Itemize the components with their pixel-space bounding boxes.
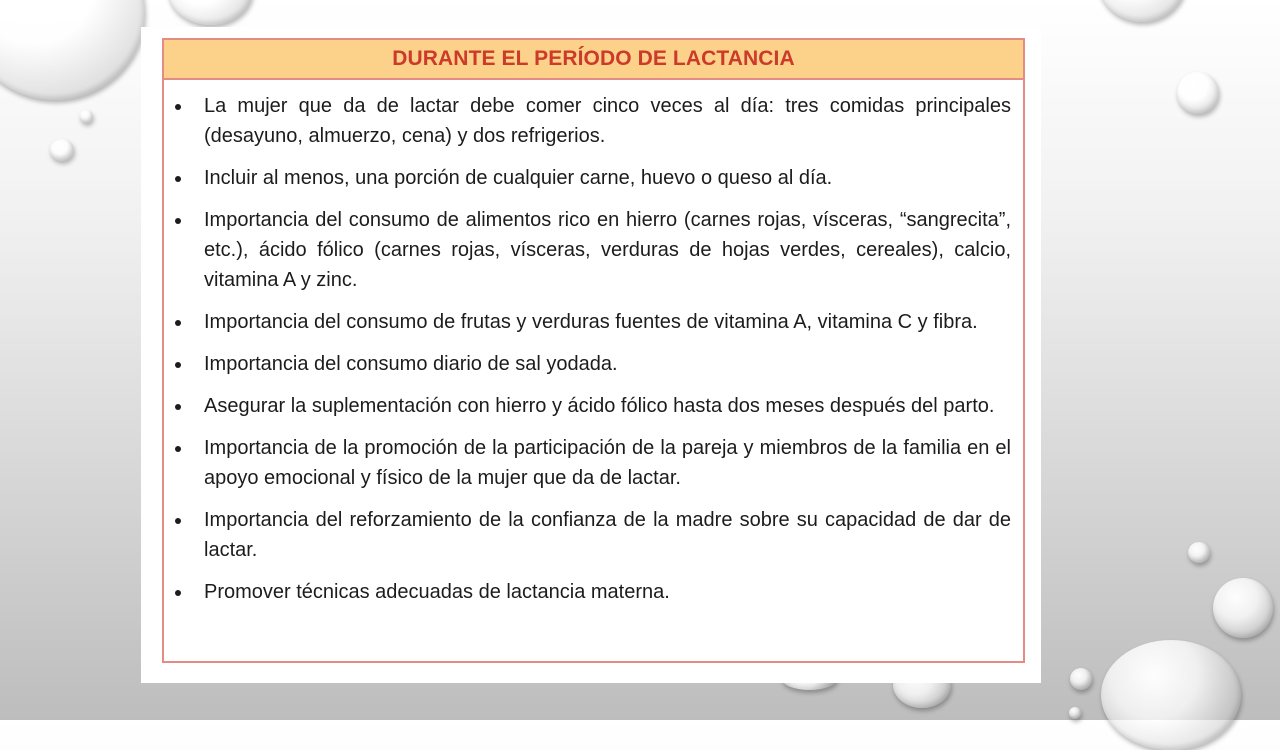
water-drop-decoration <box>1188 542 1210 563</box>
list-item <box>164 505 1023 565</box>
water-drop-decoration <box>0 0 145 100</box>
list-item-text: Importancia del consumo de frutas y verduras fuentes de vitamina A, vitamina C y fibra. <box>204 311 978 333</box>
list-item-text: Asegurar la suplementación con hierro y ácido fólico hasta dos meses después del parto. <box>204 395 995 417</box>
box-title: DURANTE EL PERÍODO DE LACTANCIA <box>392 47 795 70</box>
bullet-icon <box>175 104 181 110</box>
list-item-text: Importancia del consumo de alimentos rico en hierro (carnes rojas, vísceras, “sangrecita”, etc.), ácido fólico (carnes rojas, vísceras, verduras de hojas verdes, cereales), calcio, vitamina A y zinc. <box>204 209 1011 291</box>
bullet-icon <box>175 362 181 368</box>
list-item <box>164 577 1023 607</box>
water-drop-decoration <box>80 110 93 123</box>
water-drop-decoration <box>1101 640 1241 750</box>
bullet-icon <box>175 218 181 224</box>
bullet-icon <box>175 590 181 596</box>
list-item <box>164 163 1023 193</box>
water-drop-decoration <box>1213 578 1273 638</box>
list-item-text: Importancia de la promoción de la participación de la pareja y miembros de la familia en el apoyo emocional y físico de la mujer que da de lactar. <box>204 437 1011 489</box>
list-item <box>164 307 1023 337</box>
list-item-text: Importancia del reforzamiento de la confianza de la madre sobre su capacidad de dar de lactar. <box>204 509 1011 561</box>
list-item <box>164 205 1023 295</box>
list-item <box>164 391 1023 421</box>
bullet-icon <box>175 176 181 182</box>
list-item <box>164 91 1023 151</box>
water-drop-decoration <box>1069 707 1081 719</box>
list-item-text: Importancia del consumo diario de sal yodada. <box>204 353 618 375</box>
water-drop-decoration <box>1070 668 1092 690</box>
water-drop-decoration <box>1177 72 1219 114</box>
box-header <box>164 40 1023 80</box>
bullet-list <box>164 80 1023 607</box>
bullet-icon <box>175 446 181 452</box>
bullet-icon <box>175 404 181 410</box>
bullet-icon <box>175 518 181 524</box>
list-item <box>164 349 1023 379</box>
slide-image <box>141 27 1041 683</box>
list-item-text: La mujer que da de lactar debe comer cinco veces al día: tres comidas principales (desayuno, almuerzo, cena) y dos refrigerios. <box>204 95 1011 147</box>
list-item-text: Promover técnicas adecuadas de lactancia materna. <box>204 581 670 603</box>
info-box <box>162 38 1025 663</box>
water-drop-decoration <box>50 139 74 161</box>
bullet-icon <box>175 320 181 326</box>
list-item <box>164 433 1023 493</box>
water-drop-decoration <box>1098 0 1186 22</box>
water-drop-decoration <box>168 0 253 25</box>
list-item-text: Incluir al menos, una porción de cualquier carne, huevo o queso al día. <box>204 167 833 189</box>
